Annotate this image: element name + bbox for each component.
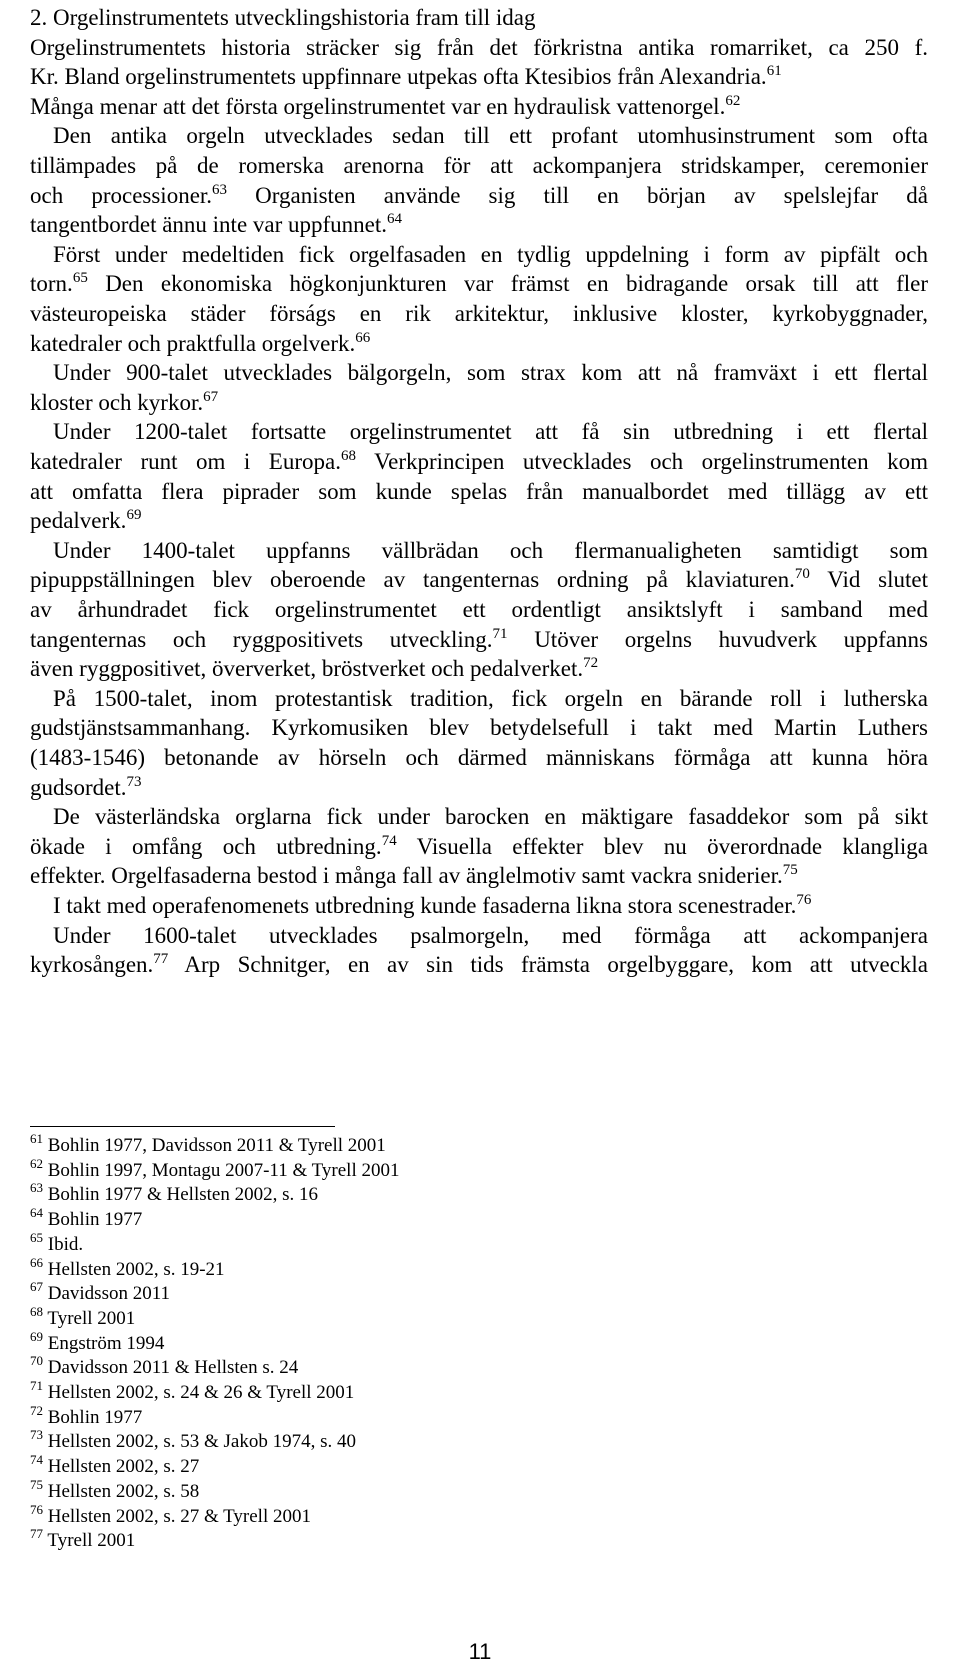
footnote-item bbox=[30, 1402, 143, 1430]
footnote-ref[interactable]: 77 bbox=[153, 951, 169, 968]
text-line bbox=[53, 359, 928, 387]
footnote-text: Bohlin 1977 & Hellsten 2002, s. 16 bbox=[47, 1184, 318, 1206]
text-fragment: gudstjänstsammanhang. Kyrkomusiken blev betydelsefull i takt med Martin Luthers bbox=[30, 715, 928, 741]
text-line bbox=[30, 300, 928, 328]
text-fragment: Först under medeltiden fick orgelfasaden en tydlig uppdelning i form av pipfält och bbox=[53, 241, 928, 267]
text-fragment: Arp Schnitger, en av sin tids främsta orgelbyggare, kom att utveckla bbox=[168, 952, 928, 978]
text-fragment: tangenternas och ryggpositivets utveckling. bbox=[30, 626, 493, 652]
text-fragment: även ryggpositivet, öververket, bröstverket och pedalverket. bbox=[30, 656, 584, 682]
text-fragment: Kr. Bland orgelinstrumentets uppfinnare utpekas ofta Ktesibios från Alexandria. bbox=[30, 64, 767, 90]
text-line bbox=[30, 744, 928, 772]
text-fragment: Många menar att det första orgelinstrumentet var en hydraulisk vattenorgel. bbox=[30, 93, 726, 119]
text-fragment: katedraler runt om i Europa. bbox=[30, 449, 341, 474]
footnote-text: Ibid. bbox=[47, 1233, 84, 1255]
text-line bbox=[30, 34, 928, 62]
text-line bbox=[30, 270, 928, 298]
text-line bbox=[53, 122, 928, 150]
footnote-text: Davidsson 2011 bbox=[47, 1283, 171, 1305]
text-fragment: Utöver orgelns huvudverk uppfanns bbox=[507, 626, 928, 652]
footnote-ref[interactable]: 64 bbox=[387, 211, 403, 228]
footnote-ref[interactable]: 62 bbox=[725, 92, 741, 109]
text-line bbox=[30, 774, 928, 802]
footnote-item bbox=[30, 1427, 356, 1454]
footnote-item bbox=[30, 1155, 400, 1183]
footnote-text: Tyrell 2001 bbox=[47, 1530, 136, 1552]
text-fragment: västeuropeiska städer förságs en rik arkitektur, inklusive kloster, kyrkobyggnader, bbox=[30, 301, 928, 326]
footnote-number: 75 bbox=[30, 1476, 43, 1492]
footnote-text: Bohlin 1977 bbox=[47, 1406, 143, 1428]
footnote-ref[interactable]: 66 bbox=[355, 329, 371, 346]
footnote-number: 76 bbox=[30, 1501, 43, 1517]
footnote-number: 66 bbox=[30, 1254, 43, 1270]
footnote-number: 72 bbox=[30, 1402, 43, 1418]
text-line bbox=[53, 803, 928, 831]
footnote-item bbox=[30, 1452, 200, 1479]
footnote-number: 63 bbox=[30, 1180, 43, 1196]
footnote-text: Bohlin 1997, Montagu 2007-11 & Tyrell 2001 bbox=[47, 1159, 400, 1181]
text-fragment: tangentbordet ännu inte var uppfunnet. bbox=[30, 212, 388, 238]
text-fragment: Visuella effekter blev nu överordnade klangliga bbox=[396, 833, 929, 859]
footnote-number: 69 bbox=[30, 1328, 43, 1344]
section-heading bbox=[30, 4, 928, 32]
footnote-ref[interactable]: 74 bbox=[381, 832, 397, 849]
footnote-text: Bohlin 1977, Davidsson 2011 & Tyrell 2001 bbox=[47, 1135, 386, 1156]
footnote-number: 70 bbox=[30, 1353, 43, 1369]
text-fragment: Orgelinstrumentets historia sträcker sig från det förkristna antika romarriket, ca 250 f. bbox=[30, 34, 928, 60]
footnote-number: 74 bbox=[30, 1452, 43, 1468]
footnote-ref[interactable]: 67 bbox=[203, 388, 219, 405]
text-fragment: Under 1400-talet uppfanns vällbrädan och flermanualigheten samtidigt som bbox=[53, 537, 928, 563]
text-fragment: De västerländska orglarna fick under barocken en mäktigare fasaddekor som på sikt bbox=[53, 804, 928, 830]
footnote-item bbox=[30, 1229, 84, 1257]
text-line bbox=[30, 389, 928, 417]
text-line bbox=[30, 714, 928, 742]
text-line bbox=[53, 685, 928, 713]
text-fragment: Vid slutet bbox=[809, 567, 928, 593]
text-line bbox=[30, 93, 928, 121]
text-line bbox=[30, 330, 928, 358]
footnote-item bbox=[30, 1476, 200, 1504]
text-fragment: Den antika orgeln utvecklades sedan till ett profant utomhusinstrument som ofta bbox=[53, 123, 928, 149]
footnote-ref[interactable]: 73 bbox=[126, 773, 142, 790]
footnote-ref[interactable]: 61 bbox=[766, 63, 782, 80]
text-line bbox=[53, 418, 928, 446]
footnote-number: 71 bbox=[30, 1378, 43, 1393]
footnote-ref[interactable]: 75 bbox=[782, 862, 798, 879]
text-line bbox=[30, 182, 928, 210]
text-line bbox=[53, 922, 928, 950]
footnote-text: Hellsten 2002, s. 53 & Jakob 1974, s. 40 bbox=[47, 1431, 356, 1453]
text-fragment: ökade i omfång och utbredning. bbox=[30, 833, 382, 859]
footnote-item bbox=[30, 1279, 171, 1306]
footnote-ref[interactable]: 69 bbox=[126, 507, 142, 524]
text-fragment: Verkprincipen utvecklades och orgelinstrumenten kom bbox=[355, 449, 928, 474]
footnote-item bbox=[30, 1353, 299, 1380]
footnote-text: Bohlin 1977 bbox=[47, 1209, 143, 1231]
footnote-text: Hellsten 2002, s. 27 bbox=[47, 1456, 200, 1478]
text-fragment: kloster och kyrkor. bbox=[30, 389, 204, 415]
footnote-item bbox=[30, 1303, 136, 1331]
text-line bbox=[30, 152, 928, 180]
footnote-text: Hellsten 2002, s. 27 & Tyrell 2001 bbox=[47, 1505, 311, 1527]
footnote-text: Davidsson 2011 & Hellsten s. 24 bbox=[47, 1357, 299, 1379]
footnote-number: 73 bbox=[30, 1427, 43, 1443]
footnote-text: Hellsten 2002, s. 24 & 26 & Tyrell 2001 bbox=[47, 1382, 355, 1403]
page-number: 11 bbox=[468, 1639, 492, 1664]
text-line bbox=[53, 537, 928, 565]
text-line bbox=[30, 448, 928, 476]
footnote-ref[interactable]: 68 bbox=[340, 448, 356, 464]
text-fragment: I takt med operafenomenets utbredning kunde fasaderna likna stora scenestrader. bbox=[53, 893, 797, 918]
footnote-text: Hellsten 2002, s. 58 bbox=[47, 1480, 200, 1502]
text-line bbox=[30, 507, 928, 535]
text-line bbox=[30, 951, 928, 979]
text-fragment: tillämpades på de romerska arenorna för att ackompanjera stridskamper, ceremonier bbox=[30, 153, 928, 178]
footnote-ref[interactable]: 76 bbox=[796, 892, 812, 908]
footnote-number: 77 bbox=[30, 1526, 43, 1542]
text-fragment: torn. bbox=[30, 271, 73, 297]
text-line bbox=[30, 862, 928, 890]
text-fragment: effekter. Orgelfasaderna bestod i många fall av änglelmotiv samt vackra sniderier. bbox=[30, 863, 783, 889]
text-line bbox=[30, 655, 928, 683]
footnote-text: Engström 1994 bbox=[47, 1332, 165, 1354]
text-line bbox=[30, 211, 928, 239]
text-fragment: Den ekonomiska högkonjunkturen var främst en bidragande orsak till att fler bbox=[87, 271, 928, 297]
text-fragment: Organisten använde sig till en början av spelslejfar då bbox=[227, 182, 928, 208]
text-line bbox=[30, 596, 928, 624]
text-fragment: av århundradet fick orgelinstrumentet ett ordentligt ansiktslyft i samband med bbox=[30, 597, 928, 622]
text-line bbox=[30, 63, 928, 91]
text-fragment: Under 900-talet utvecklades bälgorgeln, som strax kom att nå framväxt i ett flertal bbox=[53, 360, 928, 386]
footnote-ref[interactable]: 65 bbox=[72, 270, 88, 287]
footnote-ref[interactable]: 63 bbox=[212, 181, 228, 198]
footnote-item bbox=[30, 1328, 165, 1356]
footnote-number: 68 bbox=[30, 1303, 43, 1319]
text-fragment: gudsordet. bbox=[30, 774, 127, 800]
text-fragment: 2. Orgelinstrumentets utvecklingshistoria fram till idag bbox=[30, 5, 536, 30]
footnote-item bbox=[30, 1378, 355, 1405]
text-fragment: På 1500-talet, inom protestantisk tradition, fick orgeln en bärande roll i lutherska bbox=[53, 685, 928, 711]
text-line bbox=[30, 626, 928, 654]
text-fragment: katedraler och praktfulla orgelverk. bbox=[30, 330, 356, 356]
footnote-number: 61 bbox=[30, 1131, 43, 1146]
text-fragment: och processioner. bbox=[30, 182, 213, 208]
text-fragment: kyrkosången. bbox=[30, 952, 154, 978]
text-fragment: (1483-1546) betonande av hörseln och därmed människans förmåga att kunna höra bbox=[30, 745, 928, 770]
footnote-ref[interactable]: 72 bbox=[583, 655, 599, 672]
footnote-item bbox=[30, 1205, 143, 1232]
footnote-item bbox=[30, 1131, 386, 1158]
text-fragment: pipuppställningen blev oberoende av tangenternas ordning på klaviaturen. bbox=[30, 567, 795, 593]
footnote-item bbox=[30, 1526, 136, 1553]
footnote-number: 67 bbox=[30, 1279, 43, 1295]
footnote-number: 64 bbox=[30, 1205, 43, 1221]
footnote-number: 65 bbox=[30, 1229, 43, 1245]
footnote-separator bbox=[30, 1126, 335, 1127]
text-line bbox=[53, 241, 928, 269]
text-fragment: pedalverk. bbox=[30, 508, 127, 534]
text-line bbox=[30, 566, 928, 594]
footnote-text: Hellsten 2002, s. 19-21 bbox=[47, 1258, 225, 1280]
text-fragment: att omfatta flera piprader som kunde spelas från manualbordet med tillägg av ett bbox=[30, 478, 928, 504]
text-fragment: Under 1200-talet fortsatte orgelinstrumentet att få sin utbredning i ett flertal bbox=[53, 419, 928, 445]
text-line bbox=[30, 478, 928, 506]
footnote-item bbox=[30, 1180, 318, 1207]
footnote-number: 62 bbox=[30, 1155, 43, 1171]
text-line bbox=[53, 892, 928, 920]
text-fragment: Under 1600-talet utvecklades psalmorgeln, med förmåga att ackompanjera bbox=[53, 922, 928, 948]
footnote-item bbox=[30, 1501, 311, 1529]
footnote-ref[interactable]: 71 bbox=[492, 625, 508, 642]
text-line bbox=[30, 833, 928, 861]
footnote-item bbox=[30, 1254, 225, 1282]
footnote-ref[interactable]: 70 bbox=[794, 566, 810, 583]
footnote-text: Tyrell 2001 bbox=[47, 1307, 136, 1329]
